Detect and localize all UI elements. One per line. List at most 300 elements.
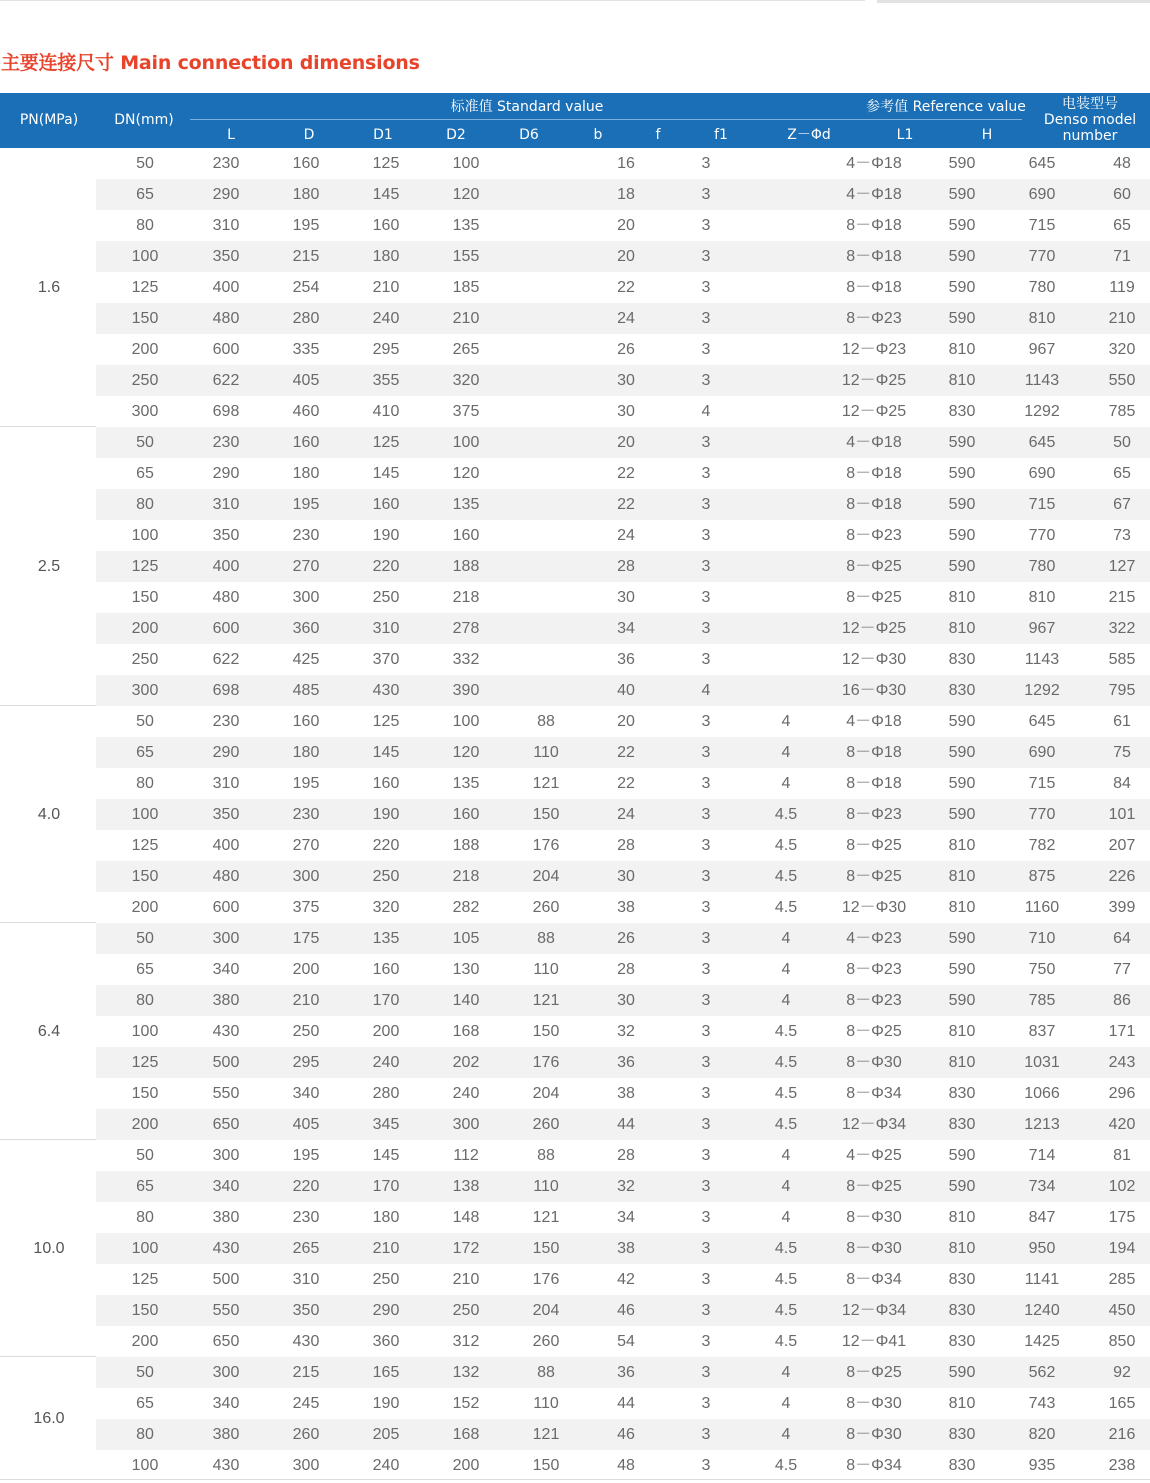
table-cell: 590: [948, 713, 976, 730]
table-cell: 830: [948, 1116, 976, 1133]
table-cell: 4: [781, 713, 791, 730]
table-row: [96, 768, 1150, 799]
table-cell: 22: [617, 744, 635, 761]
table-cell: 360: [292, 620, 320, 637]
table-row: [96, 489, 1150, 520]
table-cell: 226: [1108, 868, 1136, 885]
table-cell: 50: [136, 155, 154, 172]
table-cell: 125: [131, 1054, 159, 1071]
table-cell: 28: [617, 837, 635, 854]
table-cell: 830: [948, 651, 976, 668]
table-cell: 8－Φ30: [846, 1054, 902, 1071]
table-cell: 260: [532, 1116, 560, 1133]
table-cell: 160: [292, 713, 320, 730]
header-denso-model-cn: 电装型号: [1062, 96, 1118, 112]
table-cell: 110: [533, 1395, 559, 1412]
table-row: [96, 923, 1150, 954]
table-cell: 180: [292, 186, 320, 203]
table-cell: 26: [617, 341, 635, 358]
table-cell: 250: [131, 651, 159, 668]
table-cell: 112: [453, 1147, 479, 1164]
table-cell: 4.5: [774, 1085, 798, 1102]
table-cell: 120: [452, 465, 480, 482]
table-cell: 650: [212, 1116, 240, 1133]
table-cell: 86: [1113, 992, 1131, 1009]
table-cell: 590: [948, 465, 976, 482]
table-cell: 160: [372, 217, 400, 234]
table-cell: 8－Φ34: [846, 1085, 902, 1102]
table-cell: 50: [136, 1147, 154, 1164]
table-cell: 250: [131, 372, 159, 389]
table-cell: 254: [292, 279, 320, 296]
table-cell: 215: [1108, 589, 1136, 606]
table-cell: 3: [701, 186, 711, 203]
table-cell: 3: [701, 1147, 711, 1164]
table-cell: 230: [212, 155, 240, 172]
table-cell: 250: [372, 1271, 400, 1288]
table-cell: 168: [452, 1023, 480, 1040]
table-cell: 830: [948, 1457, 976, 1474]
table-cell: 44: [617, 1395, 635, 1412]
table-row: [96, 365, 1150, 396]
table-cell: 46: [617, 1302, 635, 1319]
table-cell: 210: [452, 1271, 480, 1288]
table-cell: 65: [136, 1178, 154, 1195]
table-cell: 48: [617, 1457, 635, 1474]
table-cell: 265: [452, 341, 480, 358]
table-cell: 50: [136, 1364, 154, 1381]
table-cell: 8－Φ30: [846, 1426, 902, 1443]
table-cell: 750: [1028, 961, 1056, 978]
table-cell: 200: [292, 961, 320, 978]
table-cell: 460: [292, 403, 320, 420]
table-cell: 810: [948, 341, 976, 358]
table-cell: 550: [212, 1302, 240, 1319]
table-cell: 3: [701, 527, 711, 544]
table-cell: 84: [1113, 775, 1131, 792]
table-cell: 3: [701, 248, 711, 265]
table-cell: 200: [131, 620, 159, 637]
table-cell: 190: [372, 527, 400, 544]
table-cell: 240: [372, 310, 400, 327]
table-cell: 204: [532, 1302, 560, 1319]
table-row: [96, 1388, 1150, 1419]
table-cell: 20: [617, 248, 635, 265]
table-row: [96, 1450, 1150, 1481]
table-cell: 3: [701, 1364, 711, 1381]
table-cell: 3: [701, 1240, 711, 1257]
table-cell: 310: [292, 1271, 320, 1288]
table-cell: 590: [948, 217, 976, 234]
table-cell: 360: [372, 1333, 400, 1350]
table-row: [96, 241, 1150, 272]
table-cell: 170: [372, 992, 400, 1009]
table-row: [96, 613, 1150, 644]
table-cell: 101: [1108, 806, 1136, 823]
table-cell: 8－Φ23: [846, 527, 902, 544]
table-cell: 3: [701, 651, 711, 668]
table-cell: 590: [948, 496, 976, 513]
table-cell: 180: [292, 465, 320, 482]
table-cell: 1031: [1024, 1054, 1060, 1071]
table-cell: 16－Φ30: [841, 682, 907, 699]
table-cell: 8－Φ18: [846, 217, 902, 234]
table-cell: 3: [701, 1457, 711, 1474]
table-cell: 1213: [1024, 1116, 1060, 1133]
table-cell: 4.5: [774, 1271, 798, 1288]
table-cell: 61: [1113, 713, 1131, 730]
table-cell: 1425: [1024, 1333, 1060, 1350]
table-cell: 300: [131, 682, 159, 699]
table-cell: 590: [948, 186, 976, 203]
table-cell: 138: [452, 1178, 480, 1195]
table-cell: 210: [372, 1240, 400, 1257]
table-cell: 28: [617, 558, 635, 575]
table-cell: 20: [617, 434, 635, 451]
table-cell: 80: [136, 217, 154, 234]
subheader-7: f1: [714, 127, 728, 143]
table-cell: 310: [212, 775, 240, 792]
table-cell: 65: [136, 744, 154, 761]
table-row: [96, 830, 1150, 861]
table-row: [96, 179, 1150, 210]
table-cell: 420: [1108, 1116, 1136, 1133]
table-cell: 202: [452, 1054, 480, 1071]
table-cell: 250: [452, 1302, 480, 1319]
table-cell: 4: [781, 744, 791, 761]
table-cell: 3: [701, 1085, 711, 1102]
table-cell: 200: [131, 341, 159, 358]
table-cell: 830: [948, 682, 976, 699]
table-cell: 300: [212, 1364, 240, 1381]
table-cell: 230: [292, 1209, 320, 1226]
table-cell: 20: [617, 217, 635, 234]
table-cell: 375: [452, 403, 480, 420]
table-cell: 600: [212, 899, 240, 916]
table-cell: 967: [1028, 341, 1056, 358]
table-cell: 12－Φ23: [841, 341, 907, 358]
table-cell: 4－Φ18: [846, 434, 902, 451]
table-row: [96, 458, 1150, 489]
table-cell: 150: [532, 806, 560, 823]
table-cell: 320: [452, 372, 480, 389]
table-cell: 215: [292, 1364, 320, 1381]
table-cell: 4－Φ18: [846, 186, 902, 203]
table-cell: 295: [292, 1054, 320, 1071]
table-cell: 65: [136, 186, 154, 203]
table-cell: 12－Φ30: [841, 899, 907, 916]
table-cell: 734: [1028, 1178, 1056, 1195]
table-cell: 125: [372, 713, 400, 730]
table-row: [96, 1109, 1150, 1140]
table-cell: 4.5: [774, 1023, 798, 1040]
table-cell: 430: [212, 1457, 240, 1474]
table-cell: 195: [292, 496, 320, 513]
table-cell: 216: [1108, 1426, 1136, 1443]
table-cell: 290: [212, 465, 240, 482]
table-cell: 3: [701, 1023, 711, 1040]
table-cell: 22: [617, 279, 635, 296]
table-row: [96, 985, 1150, 1016]
table-cell: 12－Φ34: [841, 1116, 907, 1133]
table-cell: 24: [617, 806, 635, 823]
table-cell: 240: [372, 1054, 400, 1071]
table-cell: 8－Φ18: [846, 279, 902, 296]
table-cell: 4: [781, 1147, 791, 1164]
table-cell: 590: [948, 155, 976, 172]
table-cell: 125: [131, 837, 159, 854]
table-cell: 125: [131, 1271, 159, 1288]
table-cell: 715: [1028, 775, 1056, 792]
table-cell: 820: [1028, 1426, 1056, 1443]
table-cell: 4.5: [774, 1240, 798, 1257]
table-cell: 8－Φ25: [846, 1364, 902, 1381]
table-cell: 135: [372, 930, 400, 947]
table-cell: 280: [292, 310, 320, 327]
table-row: [96, 706, 1150, 737]
table-cell: 220: [372, 837, 400, 854]
table-cell: 300: [212, 930, 240, 947]
table-cell: 172: [452, 1240, 480, 1257]
table-cell: 622: [212, 372, 240, 389]
table-cell: 3: [701, 1426, 711, 1443]
table-cell: 188: [452, 558, 480, 575]
table-cell: 50: [136, 713, 154, 730]
table-cell: 8－Φ25: [846, 589, 902, 606]
table-cell: 245: [292, 1395, 320, 1412]
table-cell: 60: [1113, 186, 1131, 203]
table-cell: 810: [1028, 589, 1056, 606]
pn-group-divider: [0, 1139, 96, 1140]
table-cell: 230: [212, 713, 240, 730]
table-cell: 278: [452, 620, 480, 637]
table-cell: 105: [452, 930, 480, 947]
table-cell: 75: [1113, 744, 1131, 761]
table-cell: 24: [617, 310, 635, 327]
table-cell: 830: [948, 1302, 976, 1319]
table-cell: 100: [131, 1457, 159, 1474]
pn-group-divider: [0, 922, 96, 923]
table-row: [96, 1047, 1150, 1078]
table-cell: 810: [1028, 310, 1056, 327]
table-cell: 265: [292, 1240, 320, 1257]
table-cell: 785: [1108, 403, 1136, 420]
table-row: [96, 1233, 1150, 1264]
subheader-8: Z－Φd: [787, 127, 831, 143]
table-cell: 590: [948, 1147, 976, 1164]
table-row: [96, 148, 1150, 179]
table-cell: 296: [1108, 1085, 1136, 1102]
table-cell: 322: [1108, 620, 1136, 637]
table-cell: 120: [452, 744, 480, 761]
table-cell: 698: [212, 682, 240, 699]
table-cell: 340: [212, 1178, 240, 1195]
table-cell: 100: [131, 1023, 159, 1040]
pn-group-label: 6.4: [37, 1022, 61, 1040]
subheader-9: L1: [896, 127, 914, 143]
header-reference-value: 参考值 Reference value: [866, 99, 1026, 115]
table-cell: 8－Φ25: [846, 1178, 902, 1195]
table-cell: 260: [292, 1426, 320, 1443]
top-divider-left: [0, 0, 865, 1]
table-cell: 230: [292, 527, 320, 544]
table-cell: 204: [532, 1085, 560, 1102]
table-cell: 8－Φ23: [846, 806, 902, 823]
table-cell: 150: [131, 868, 159, 885]
table-cell: 480: [212, 310, 240, 327]
table-cell: 250: [292, 1023, 320, 1040]
table-cell: 135: [452, 496, 480, 513]
table-cell: 782: [1028, 837, 1056, 854]
table-cell: 710: [1028, 930, 1056, 947]
table-cell: 34: [617, 1209, 635, 1226]
table-cell: 550: [1108, 372, 1136, 389]
table-cell: 1160: [1024, 899, 1060, 916]
table-cell: 3: [701, 1395, 711, 1412]
subheader-1: D: [303, 127, 315, 143]
table-cell: 290: [212, 744, 240, 761]
table-cell: 785: [1028, 992, 1056, 1009]
table-cell: 4－Φ23: [846, 930, 902, 947]
table-cell: 590: [948, 1178, 976, 1195]
table-cell: 714: [1028, 1147, 1056, 1164]
table-row: [96, 1078, 1150, 1109]
table-cell: 12－Φ41: [841, 1333, 907, 1350]
table-cell: 770: [1028, 248, 1056, 265]
table-cell: 240: [372, 1457, 400, 1474]
table-cell: 3: [701, 1302, 711, 1319]
table-cell: 4: [781, 930, 791, 947]
table-cell: 780: [1028, 558, 1056, 575]
table-cell: 22: [617, 465, 635, 482]
table-cell: 160: [292, 434, 320, 451]
table-cell: 210: [372, 279, 400, 296]
table-cell: 176: [532, 1054, 560, 1071]
table-cell: 175: [292, 930, 320, 947]
table-cell: 195: [292, 775, 320, 792]
table-cell: 180: [372, 248, 400, 265]
table-cell: 100: [131, 806, 159, 823]
table-cell: 65: [136, 465, 154, 482]
subheader-2: D1: [373, 127, 393, 143]
table-cell: 100: [452, 713, 480, 730]
table-cell: 92: [1113, 1364, 1131, 1381]
table-cell: 875: [1028, 868, 1056, 885]
table-cell: 160: [372, 961, 400, 978]
table-cell: 160: [452, 806, 480, 823]
table-cell: 8－Φ18: [846, 775, 902, 792]
table-cell: 180: [292, 744, 320, 761]
table-cell: 390: [452, 682, 480, 699]
table-cell: 200: [131, 1116, 159, 1133]
table-cell: 150: [532, 1240, 560, 1257]
table-cell: 400: [212, 558, 240, 575]
table-cell: 3: [701, 496, 711, 513]
table-cell: 4.5: [774, 1054, 798, 1071]
header-dn: DN(mm): [114, 112, 174, 128]
table-cell: 42: [617, 1271, 635, 1288]
table-cell: 32: [617, 1178, 635, 1195]
subheader-5: b: [593, 127, 603, 143]
table-cell: 88: [537, 713, 555, 730]
table-cell: 260: [532, 899, 560, 916]
table-cell: 810: [948, 372, 976, 389]
table-cell: 50: [136, 434, 154, 451]
table-cell: 20: [617, 713, 635, 730]
table-row: [96, 644, 1150, 675]
table-cell: 1292: [1024, 682, 1060, 699]
table-cell: 32: [617, 1023, 635, 1040]
table-cell: 50: [1113, 434, 1131, 451]
table-cell: 8－Φ18: [846, 744, 902, 761]
table-cell: 590: [948, 248, 976, 265]
table-cell: 218: [452, 868, 480, 885]
table-cell: 160: [292, 155, 320, 172]
table-cell: 3: [701, 837, 711, 854]
table-row: [96, 520, 1150, 551]
table-cell: 65: [1113, 217, 1131, 234]
table-cell: 220: [292, 1178, 320, 1195]
table-cell: 12－Φ34: [841, 1302, 907, 1319]
table-cell: 830: [948, 1085, 976, 1102]
table-cell: 195: [292, 1147, 320, 1164]
table-cell: 44: [617, 1116, 635, 1133]
table-cell: 590: [948, 992, 976, 1009]
table-cell: 290: [372, 1302, 400, 1319]
table-cell: 140: [452, 992, 480, 1009]
pn-group-label: 2.5: [37, 557, 61, 575]
table-cell: 8－Φ23: [846, 961, 902, 978]
table-cell: 380: [212, 1426, 240, 1443]
table-cell: 3: [701, 775, 711, 792]
top-divider-right: [877, 0, 1150, 3]
table-cell: 30: [617, 372, 635, 389]
subheader-10: H: [981, 127, 993, 143]
table-cell: 3: [701, 434, 711, 451]
table-cell: 8－Φ23: [846, 992, 902, 1009]
table-cell: 332: [452, 651, 480, 668]
pn-group-divider: [0, 1356, 96, 1357]
table-cell: 810: [948, 837, 976, 854]
table-cell: 430: [372, 682, 400, 699]
table-cell: 8－Φ18: [846, 496, 902, 513]
table-cell: 698: [212, 403, 240, 420]
table-cell: 340: [212, 961, 240, 978]
header-pn: PN(MPa): [19, 112, 79, 128]
table-cell: 77: [1113, 961, 1131, 978]
table-cell: 185: [452, 279, 480, 296]
table-cell: 12－Φ30: [841, 651, 907, 668]
table-cell: 100: [131, 1240, 159, 1257]
table-header: [0, 93, 1150, 148]
table-cell: 36: [617, 651, 635, 668]
table-cell: 770: [1028, 527, 1056, 544]
table-cell: 36: [617, 1054, 635, 1071]
table-cell: 3: [701, 930, 711, 947]
table-cell: 320: [372, 899, 400, 916]
table-cell: 1240: [1024, 1302, 1060, 1319]
table-cell: 8－Φ34: [846, 1271, 902, 1288]
table-cell: 590: [948, 930, 976, 947]
table-cell: 290: [212, 186, 240, 203]
table-cell: 950: [1028, 1240, 1056, 1257]
table-cell: 3: [701, 1054, 711, 1071]
table-cell: 810: [948, 589, 976, 606]
table-cell: 152: [452, 1395, 480, 1412]
table-cell: 310: [212, 217, 240, 234]
table-cell: 830: [948, 1426, 976, 1443]
table-cell: 210: [452, 310, 480, 327]
